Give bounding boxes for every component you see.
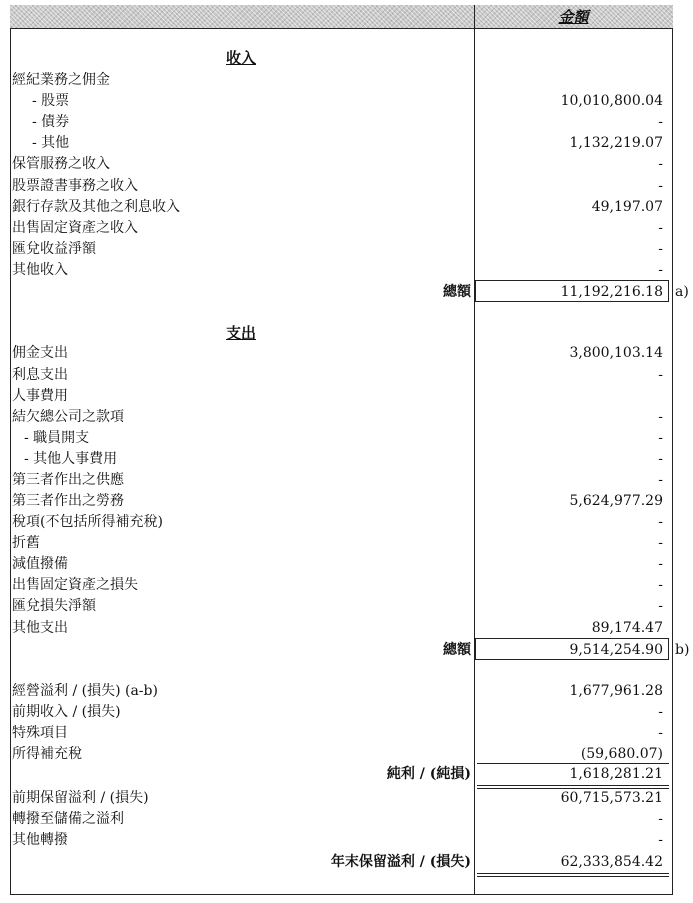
fx-gain-value: - [658, 241, 663, 257]
net-profit-top-rule [477, 763, 669, 764]
asset-sale-value: - [658, 220, 663, 236]
retained-prior-value: 60,715,573.21 [560, 790, 663, 806]
depreciation-label: 折舊 [12, 535, 40, 551]
interest-expense-label: 利息支出 [12, 367, 68, 383]
other-income-value: - [658, 262, 663, 278]
net-profit-label: 純利 / (純損) [386, 766, 471, 782]
year-end-retained-value: 62,333,854.42 [560, 854, 663, 870]
prior-period-label: 前期收入 / (損失) [12, 704, 121, 720]
prior-period-value: - [658, 704, 663, 720]
income-total-marker: a) [675, 284, 689, 300]
third-supply-label: 第三者作出之供應 [12, 472, 124, 488]
custody-label: 保管服務之收入 [12, 156, 110, 172]
fx-gain-label: 匯兌收益淨額 [12, 241, 96, 257]
year-end-rule-1 [477, 873, 669, 874]
other-personnel-label: - 其他人事費用 [24, 451, 118, 467]
transfer-reserve-value: - [658, 811, 663, 827]
third-services-label: 第三者作出之勞務 [12, 493, 124, 509]
interest-income-label: 銀行存款及其他之利息收入 [12, 199, 180, 215]
staff-costs-value: - [658, 430, 663, 446]
year-end-rule-2 [477, 876, 669, 877]
asset-loss-value: - [658, 577, 663, 593]
other-expenses-value: 89,174.47 [591, 620, 663, 636]
expenses-heading: 支出 [226, 324, 257, 342]
registrar-value: - [658, 178, 663, 194]
operating-profit-label: 經營溢利 / (損失) (a-b) [12, 683, 158, 699]
interest-income-value: 49,197.07 [591, 199, 663, 215]
owed-hq-value: - [658, 409, 663, 425]
third-supply-value: - [658, 472, 663, 488]
stocks-label: - 股票 [32, 93, 70, 109]
amount-column-header: 金額 [558, 8, 589, 26]
other-personnel-value: - [658, 451, 663, 467]
asset-loss-label: 出售固定資產之損失 [12, 577, 138, 593]
owed-hq-label: 結欠總公司之款項 [12, 409, 124, 425]
other-transfers-label: 其他轉撥 [12, 832, 68, 848]
special-items-value: - [658, 725, 663, 741]
commission-expense-value: 3,800,103.14 [569, 345, 663, 361]
asset-sale-label: 出售固定資產之收入 [12, 220, 138, 236]
other-expenses-label: 其他支出 [12, 620, 68, 636]
income-tax-value: (59,680.07) [580, 746, 663, 762]
bonds-label: - 債券 [32, 114, 70, 130]
staff-costs-label: - 職員開支 [24, 430, 90, 446]
impairment-value: - [658, 556, 663, 572]
income-tax-label: 所得補充稅 [12, 746, 82, 762]
custody-value: - [658, 156, 663, 172]
column-divider [474, 5, 475, 895]
net-profit-rule-1 [477, 785, 669, 786]
commission-expense-label: 佣金支出 [12, 345, 68, 361]
bonds-value: - [658, 114, 663, 130]
expenses-total-value: 9,514,254.90 [569, 642, 663, 658]
income-total-value: 11,192,216.18 [560, 284, 663, 300]
others-value: 1,132,219.07 [569, 135, 663, 151]
year-end-retained-label: 年末保留溢利 / (損失) [330, 854, 471, 870]
other-income-label: 其他收入 [12, 262, 68, 278]
transfer-reserve-label: 轉撥至儲備之溢利 [12, 811, 124, 827]
personnel-label: 人事費用 [12, 388, 68, 404]
depreciation-value: - [658, 535, 663, 551]
retained-prior-label: 前期保留溢利 / (損失) [12, 790, 149, 806]
expenses-total-label: 總額 [443, 642, 471, 658]
registrar-label: 股票證書事務之收入 [12, 178, 138, 194]
others-label: - 其他 [32, 135, 70, 151]
expenses-total-marker: b) [675, 642, 690, 658]
stocks-value: 10,010,800.04 [560, 93, 663, 109]
brokerage-label: 經紀業務之佣金 [12, 72, 110, 88]
income-total-label: 總額 [443, 284, 471, 300]
net-profit-value: 1,618,281.21 [569, 766, 663, 782]
other-transfers-value: - [658, 832, 663, 848]
taxes-value: - [658, 514, 663, 530]
third-services-value: 5,624,977.29 [569, 493, 663, 509]
impairment-label: 減值撥備 [12, 556, 68, 572]
income-heading: 收入 [226, 49, 257, 67]
operating-profit-value: 1,677,961.28 [569, 683, 663, 699]
special-items-label: 特殊項目 [12, 725, 68, 741]
fx-loss-value: - [658, 598, 663, 614]
taxes-label: 稅項(不包括所得補充稅) [12, 514, 163, 530]
fx-loss-label: 匯兌損失淨額 [12, 598, 96, 614]
interest-expense-value: - [658, 367, 663, 383]
